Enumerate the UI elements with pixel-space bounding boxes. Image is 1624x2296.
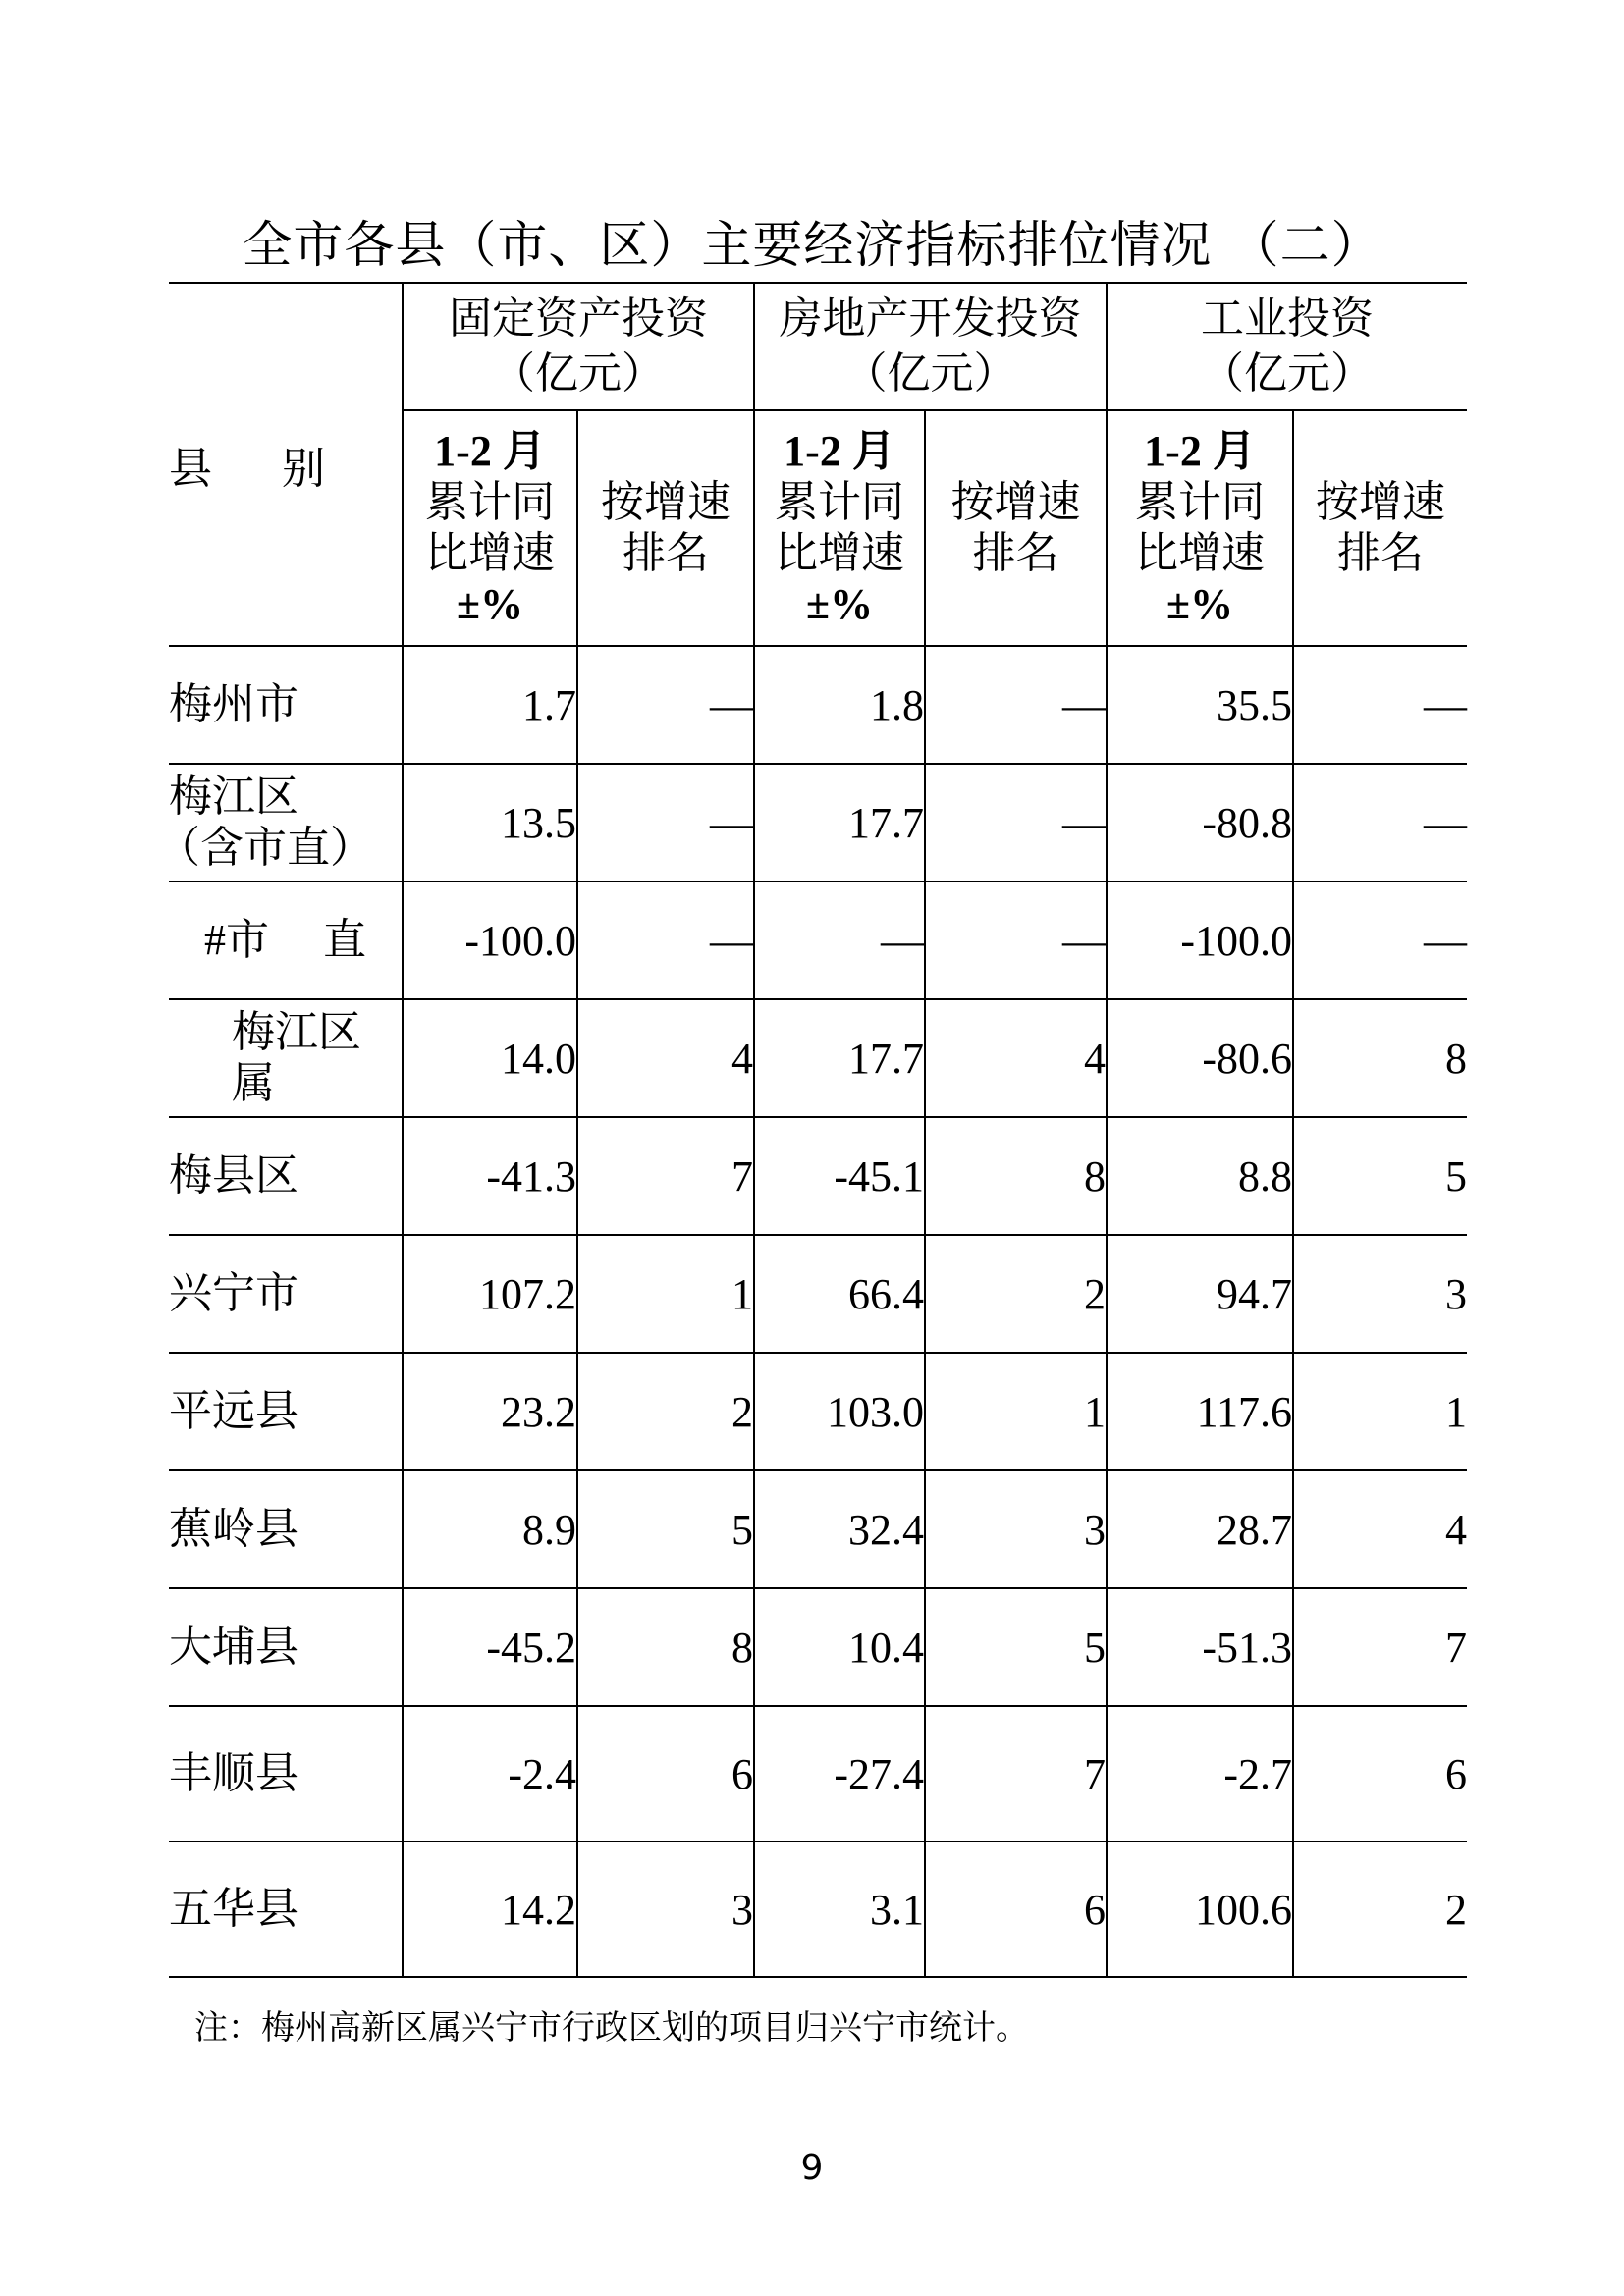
subheader-rank [925, 410, 1107, 646]
growth-cell: 8.8 [1107, 1117, 1293, 1235]
corner-label: 县 别 [169, 283, 403, 646]
subheader-line: 排名 [1337, 529, 1424, 577]
page-number: 9 [800, 2148, 824, 2188]
rank-cell: 1 [925, 1353, 1107, 1470]
county-name-cell [169, 881, 403, 999]
growth-cell: -100.0 [1107, 881, 1293, 999]
rank-cell: 8 [577, 1588, 754, 1706]
subheader-line: 累计同 [425, 478, 555, 526]
growth-cell: 1.8 [754, 646, 925, 764]
subheader-line: 按增速 [1316, 478, 1445, 526]
county-name-cell [169, 1235, 403, 1353]
table-row [169, 1470, 1467, 1588]
rank-cell: — [925, 646, 1107, 764]
ranking-table [157, 282, 1467, 1978]
subheader-line: 按增速 [950, 478, 1081, 526]
table-row [169, 881, 1467, 999]
rank-cell: — [1293, 646, 1467, 764]
group-name: 房地产开发投资 [779, 294, 1082, 343]
county-name: 蕉岭县 [169, 1505, 298, 1553]
group-name: 工业投资 [1201, 294, 1374, 343]
rank-cell: 8 [925, 1117, 1107, 1235]
rank-cell: 7 [1293, 1588, 1467, 1706]
subheader-line: ±% [456, 580, 524, 628]
subheader-line: 排名 [972, 529, 1059, 577]
subheader-line: 比增速 [775, 529, 904, 577]
subheader-line: 按增速 [601, 478, 731, 526]
subheader-line: 比增速 [425, 529, 555, 577]
table-row [169, 646, 1467, 764]
growth-cell: 94.7 [1107, 1235, 1293, 1353]
county-name: 梅江区属 [232, 1008, 361, 1107]
rank-cell: 7 [577, 1117, 754, 1235]
county-name: 兴宁市 [169, 1269, 298, 1317]
subheader-line: 1-2 月 [1144, 427, 1256, 475]
subheader-line: 累计同 [775, 478, 904, 526]
growth-cell: 117.6 [1107, 1353, 1293, 1470]
growth-cell: 103.0 [754, 1353, 925, 1470]
rank-cell: 6 [925, 1842, 1107, 1977]
growth-cell: 10.4 [754, 1588, 925, 1706]
growth-cell: -51.3 [1107, 1588, 1293, 1706]
rank-cell: 8 [1293, 999, 1467, 1117]
rank-cell: 5 [577, 1470, 754, 1588]
growth-cell: 107.2 [403, 1235, 577, 1353]
county-name: #市 直 [204, 916, 366, 964]
rank-cell: 6 [577, 1706, 754, 1842]
rank-cell: 3 [925, 1470, 1107, 1588]
growth-cell: 3.1 [754, 1842, 925, 1977]
group-header-real-estate [754, 283, 1107, 410]
growth-cell: -2.4 [403, 1706, 577, 1842]
growth-cell: -41.3 [403, 1117, 577, 1235]
rank-cell: 5 [925, 1588, 1107, 1706]
subheader-line: 1-2 月 [784, 427, 895, 475]
growth-cell: -80.6 [1107, 999, 1293, 1117]
growth-cell: 17.7 [754, 764, 925, 881]
county-name-cell [169, 1353, 403, 1470]
county-name-suffix: （含市直） [157, 824, 373, 872]
rank-cell: 1 [577, 1235, 754, 1353]
table-row [169, 1706, 1467, 1842]
group-unit: （亿元） [1201, 349, 1374, 398]
subheader-rank [577, 410, 754, 646]
footnote: 注：梅州高新区属兴宁市行政区划的项目归兴宁市统计。 [194, 2008, 1029, 2048]
growth-cell: -80.8 [1107, 764, 1293, 881]
subheader-line: 累计同 [1135, 478, 1265, 526]
county-name: 大埔县 [169, 1623, 298, 1671]
growth-cell: -45.2 [403, 1588, 577, 1706]
rank-cell: 1 [1293, 1353, 1467, 1470]
rank-cell: 2 [1293, 1842, 1467, 1977]
county-name: 梅县区 [169, 1151, 298, 1200]
subheader-line: 比增速 [1135, 529, 1265, 577]
subheader-line: ±% [1165, 580, 1234, 628]
page-title: 全市各县（市、区）主要经济指标排位情况 （二） [242, 217, 1382, 275]
rank-cell: 6 [1293, 1706, 1467, 1842]
growth-cell: 66.4 [754, 1235, 925, 1353]
rank-cell: 5 [1293, 1117, 1467, 1235]
growth-cell: -27.4 [754, 1706, 925, 1842]
group-header-industrial [1107, 283, 1467, 410]
table-row [169, 1117, 1467, 1235]
rank-cell: — [577, 881, 754, 999]
subheader-rank [1293, 410, 1467, 646]
subheader-line: 1-2 月 [434, 427, 546, 475]
county-name-cell [169, 646, 403, 764]
table-row [169, 999, 1467, 1117]
rank-cell: 4 [577, 999, 754, 1117]
group-name: 固定资产投资 [449, 294, 708, 343]
county-name: 丰顺县 [169, 1749, 298, 1797]
table-row [169, 1353, 1467, 1470]
group-unit: （亿元） [843, 349, 1017, 398]
growth-cell: 17.7 [754, 999, 925, 1117]
county-name-cell [169, 1842, 403, 1977]
growth-cell: -100.0 [403, 881, 577, 999]
rank-cell: — [925, 764, 1107, 881]
growth-cell: 14.0 [403, 999, 577, 1117]
growth-cell: 35.5 [1107, 646, 1293, 764]
rank-cell: 7 [925, 1706, 1107, 1842]
subheader-growth [1107, 410, 1293, 646]
group-header-fixed-asset [403, 283, 754, 410]
county-name-cell [157, 764, 403, 881]
growth-cell: 32.4 [754, 1470, 925, 1588]
table-row [169, 1588, 1467, 1706]
header-row-groups [169, 283, 1467, 410]
subheader-line: ±% [805, 580, 874, 628]
rank-cell: — [1293, 881, 1467, 999]
table-row [169, 1235, 1467, 1353]
rank-cell: 3 [577, 1842, 754, 1977]
growth-cell: 13.5 [403, 764, 577, 881]
growth-cell: -45.1 [754, 1117, 925, 1235]
rank-cell: 2 [925, 1235, 1107, 1353]
growth-cell: 100.6 [1107, 1842, 1293, 1977]
growth-cell: -2.7 [1107, 1706, 1293, 1842]
rank-cell: — [925, 881, 1107, 999]
rank-cell: — [1293, 764, 1467, 881]
growth-cell: 8.9 [403, 1470, 577, 1588]
table-body [157, 646, 1467, 1977]
county-name-cell [169, 1706, 403, 1842]
county-name-cell [169, 1117, 403, 1235]
growth-cell: 23.2 [403, 1353, 577, 1470]
growth-cell: 28.7 [1107, 1470, 1293, 1588]
subheader-growth [403, 410, 577, 646]
group-unit: （亿元） [492, 349, 665, 398]
rank-cell: 3 [1293, 1235, 1467, 1353]
table-row [169, 764, 1467, 881]
rank-cell: 2 [577, 1353, 754, 1470]
growth-cell: 14.2 [403, 1842, 577, 1977]
table-row [169, 1842, 1467, 1977]
growth-cell: — [754, 881, 925, 999]
county-name-cell [169, 1470, 403, 1588]
county-name-cell [169, 999, 403, 1117]
subheader-line: 排名 [623, 529, 709, 577]
rank-cell: 4 [1293, 1470, 1467, 1588]
growth-cell: 1.7 [403, 646, 577, 764]
rank-cell: — [577, 646, 754, 764]
rank-cell: 4 [925, 999, 1107, 1117]
rank-cell: — [577, 764, 754, 881]
county-name: 梅州市 [169, 680, 298, 728]
subheader-growth [754, 410, 925, 646]
county-name: 梅江区 [169, 773, 298, 821]
county-name: 五华县 [169, 1885, 298, 1933]
county-name-cell [169, 1588, 403, 1706]
county-name: 平远县 [169, 1387, 298, 1435]
